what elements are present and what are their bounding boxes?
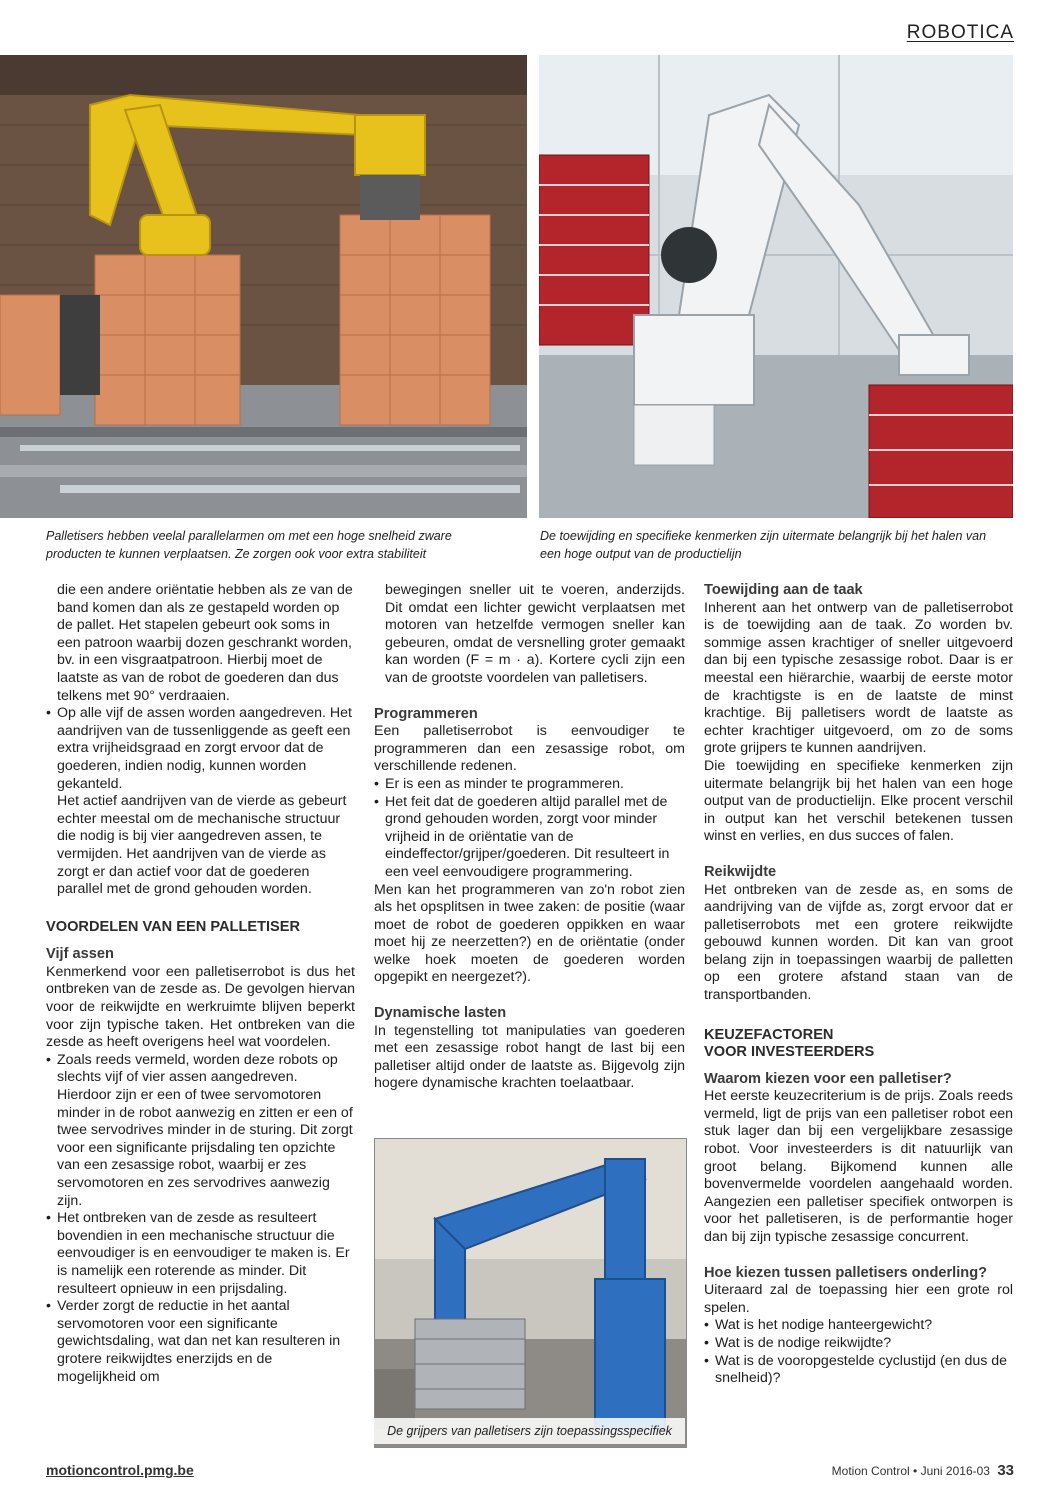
heading-line-1: KEUZEFACTOREN	[704, 1026, 834, 1043]
photo-palletiser-boxes	[539, 55, 1013, 518]
col2-intro-continuation: bewegingen sneller uit te voeren, anderzijds. Dit omdat een lichter gewicht verplaatsen met motoren van hetzelfde vermogen sneller kan gebeuren, omdat de versnelling groter gemaakt kan worden (F = m · a). Kortere cycli zijn een van de grootste voordelen van palletisers.	[385, 582, 685, 686]
subheading-toewijding: Toewijding aan de taak	[704, 582, 863, 598]
page-footer	[832, 1462, 1014, 1479]
col3-bullet: • Wat is het nodige hanteergewicht?	[704, 1317, 1013, 1335]
col2-paragraph: Men kan het programmeren van zo'n robot zien als het opsplitsen in twee zaken: de positie (waar moet de robot de goederen oppikken en waar moet hij ze neerzetten?) en de oriëntatie (onder welke hoek moeten de goederen worden opgepikt en neergezet?).	[374, 881, 685, 986]
col1-bullet: • Verder zorgt de reductie in het aantal servomotoren voor een significante gewichtsdaling, wat dan net kan resulteren in grotere reikwijdtes enerzijds en de mogelijkheid om	[46, 1298, 355, 1386]
col2-bullet-list	[374, 776, 685, 882]
column-2	[374, 582, 685, 1093]
column-3	[704, 582, 1013, 1388]
col1-bullet-continuation: Het actief aandrijven van de vierde as gebeurt echter meestal om de mechanische structuur die nodig is bij vier aangedreven assen, te vermijden. Het aandrijven van de vierde as zorgt er dan actief voor dat de goederen parallel met de grond gehouden worden.	[57, 793, 347, 898]
section-label: ROBOTICA	[906, 22, 1014, 43]
subheading-waarom-palletiser: Waarom kiezen voor een palletiser?	[704, 1070, 952, 1087]
page-number: 33	[997, 1462, 1014, 1479]
right-photo-caption: De toewijding en specifieke kenmerken zijn uitermate belangrijk bij het halen van een hoge output van de productielijn	[540, 529, 987, 561]
col3-paragraph: Inherent aan het ontwerp van de palletiserrobot is de toewijding aan de taak. Zo worden bv. sommige assen krachtiger of sneller uitgevoerd dan bij een typische zesassige robot. Daar is er meestal een hiërarchie, waarbij de eerste motor de krachtigste is en de laatste de minst krachtige. Bij palletisers wordt de laatste as echter krachtiger uitgevoerd, om zo de soms grote grijpers te kunnen aandrijven.	[704, 599, 1013, 757]
col3-paragraph: Die toewijding en specifieke kenmerken zijn uitermate belangrijk bij het halen van een hoge output van de productielijn. Elke procent verschil in output kan het verschil betekenen tussen winst en verlies, en dus succes of falen.	[704, 757, 1013, 845]
photo-palletiser-bricks	[0, 55, 527, 518]
col3-bullet: • Wat is de vooropgestelde cyclustijd (en dus de snelheid)?	[704, 1353, 1013, 1388]
col3-bullet-list	[704, 1317, 1013, 1387]
section-heading-keuzefactoren	[704, 1027, 1013, 1061]
col1-bullet-list-a	[46, 705, 355, 793]
col1-intro-continuation: die een andere oriëntatie hebben als ze van de band komen dan als ze gestapeld worden op de pallet. Het stapelen gebeurt ook soms in een patroon waarbij dozen geschrankt worden, bv. in een visgraatpatroon. Hierbij moet de laatste as van de robot de goederen dan dus telkens met 90° verdraaien.	[57, 582, 353, 704]
column-1	[46, 582, 355, 1386]
col2-bullet: • Er is een as minder te programmeren.	[374, 776, 685, 794]
col2-bullet: • Het feit dat de goederen altijd parallel met de grond gehouden worden, zorgt voor minder vrijheid in de oriëntatie van de eindeffector/grijper/goederen. Dit resulteert in een veel eenvoudigere programmering.	[374, 794, 685, 882]
subheading-hoe-kiezen: Hoe kiezen tussen palletisers onderling?	[704, 1264, 988, 1281]
col1-paragraph: Kenmerkend voor een palletiserrobot is dus het ontbreken van de zesde as. De gevolgen hiervan voor de reikwijdte en werkruimte blijven beperkt voor zijn typische taken. Het ontbreken van die zesde as heeft overigens heel wat voordelen.	[46, 963, 355, 1051]
subheading-reikwijdte: Reikwijdte	[704, 863, 777, 880]
section-heading-voordelen: VOORDELEN VAN EEN PALLETISER	[46, 918, 301, 935]
col3-bullet: • Wat is de nodige reikwijdte?	[704, 1335, 1013, 1353]
inline-photo-caption: De grijpers van palletisers zijn toepassingsspecifiek	[374, 1418, 685, 1444]
col3-paragraph: Uiteraard zal de toepassing hier een grote rol spelen.	[704, 1282, 1013, 1316]
col2-paragraph: In tegenstelling tot manipulaties van goederen met een zesassige robot hangt de last bij een palletiser altijd onder de laatste as. Bijgevolg zijn hogere dynamische krachten toelaatbaar.	[374, 1022, 685, 1092]
col1-bullet: • Op alle vijf de assen worden aangedreven. Het aandrijven van de tussenliggende as geeft een extra vrijheidsgraad en zorgt ervoor dat de goederen, indien nodig, kunnen worden gekanteld.	[46, 705, 355, 793]
col1-bullet: • Zoals reeds vermeld, worden deze robots op slechts vijf of vier assen aangedreven. Hierdoor zijn er een of twee servomotoren minder in de robot aanwezig en zitten er een of twee servodrives minder in de sturing. Dit zorgt voor een significante prijsdaling ten opzichte van een zesassige robot, waarbij er zes servomotoren en zes servodrives aanwezig zijn.	[46, 1052, 355, 1210]
subheading-vijf-assen: Vijf assen	[46, 946, 114, 963]
photo-palletiser-gripper	[374, 1138, 687, 1448]
subheading-dynamische-lasten: Dynamische lasten	[374, 1005, 507, 1022]
col1-bullet: • Het ontbreken van de zesde as resulteert bovendien in een mechanische structuur die eenvoudiger is en eenvoudiger te maken is. Er is namelijk een roterende as minder. Dit resulteert opnieuw in een prijsdaling.	[46, 1210, 355, 1298]
col3-paragraph: Het eerste keuzecriterium is de prijs. Zoals reeds vermeld, ligt de prijs van een palletiser robot een stuk lager dan bij een vergelijkbare zesassige robot. Voor investeerders is dit natuurlijk van groot belang. Bijkomend kunnen alle bovenvermelde voordelen aangehaald worden. Aangezien een palletiser specifiek ontworpen is voor het palletiseren, is de performantie hoger dan bij zijn typische zesassige concurrent.	[704, 1088, 1013, 1245]
subheading-programmeren: Programmeren	[374, 705, 478, 722]
magazine-issue: Motion Control • Juni 2016-03	[831, 1464, 990, 1478]
col1-bullet-list-b	[46, 1052, 355, 1386]
col3-paragraph: Het ontbreken van de zesde as, en soms de aandrijving van de vijfde as, zorgt ervoor dat er palletiserrobots met een grotere reikwijdte gebouwd kunnen worden. Dit kan van groot belang zijn in toepassingen waarbij de palletten op een grotere afstand staan van de transportbanden.	[704, 881, 1013, 1004]
heading-line-2: VOOR INVESTEERDERS	[704, 1043, 875, 1060]
left-photo-caption: Palletisers hebben veelal parallelarmen om met een hoge snelheid zware producten te kunnen verplaatsen. Ze zorgen ook voor extra stabiliteit	[46, 529, 452, 561]
col2-paragraph: Een palletiserrobot is eenvoudiger te programmeren dan een zesassige robot, om verschillende redenen.	[374, 723, 685, 775]
website-link[interactable]: motioncontrol.pmg.be	[46, 1462, 194, 1478]
